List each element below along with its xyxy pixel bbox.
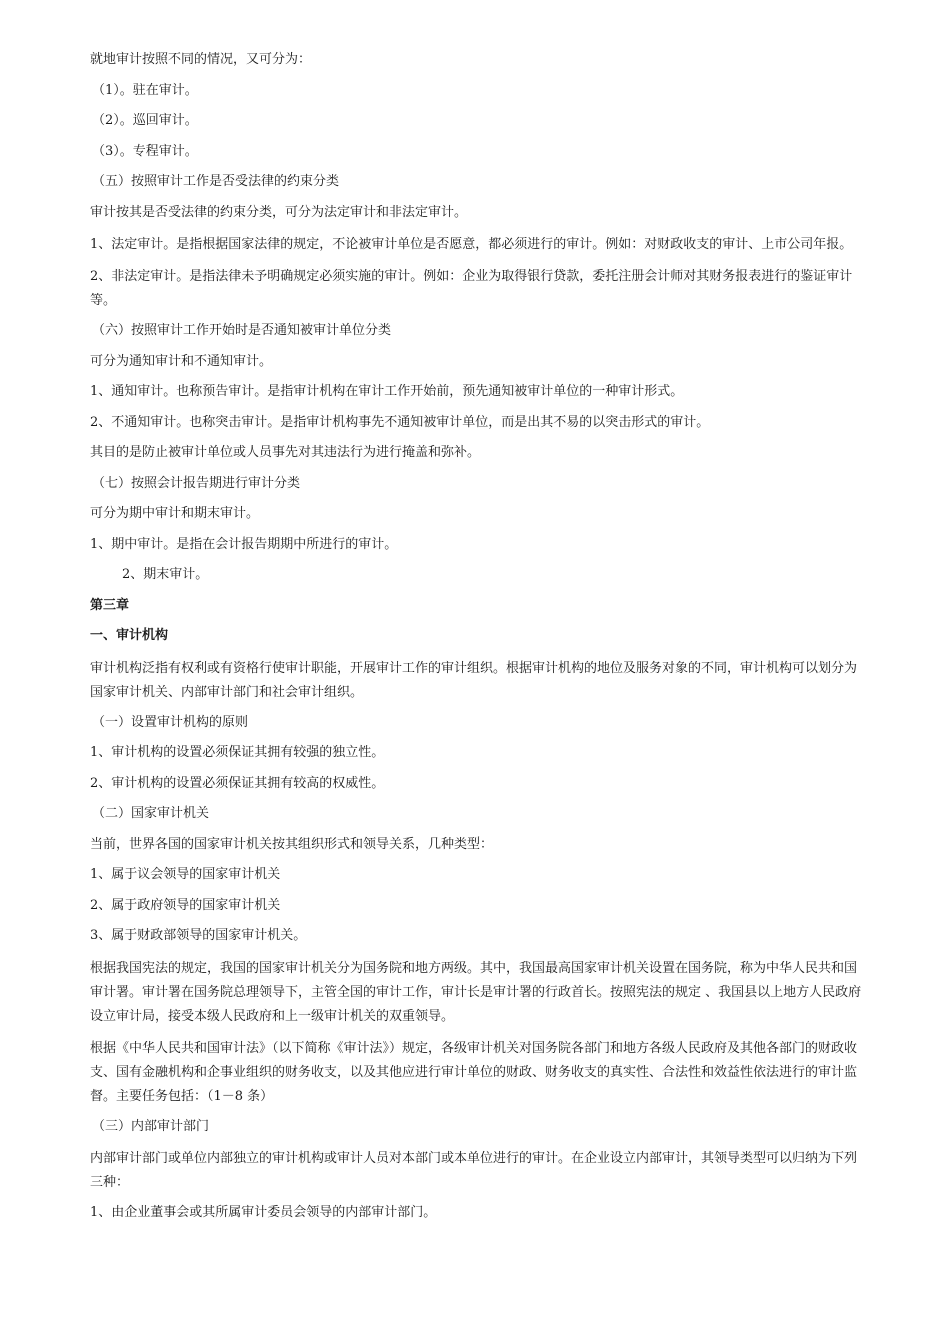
paragraph: 2、不通知审计。也称突击审计。是指审计机构事先不通知被审计单位，而是出其不易的以突击形式的审计。 [90, 414, 710, 430]
paragraph: 1、通知审计。也称预告审计。是指审计机构在审计工作开始前，预先通知被审计单位的一种审计形式。 [90, 384, 684, 399]
paragraph: （3）。专程审计。 [92, 143, 198, 159]
paragraph: 1、由企业董事会或其所属审计委员会领导的内部审计部门。 [90, 1205, 437, 1220]
paragraph: 1、审计机构的设置必须保证其拥有较强的独立性。 [90, 745, 385, 760]
paragraph: 就地审计按照不同的情况，又可分为： [90, 52, 312, 67]
paragraph: 根据《中华人民共和国审计法》（以下简称《审计法》）规定，各级审计机关对国务院各部门和地方各级人民政府及其他各部门的财政收支、国有金融机构和企事业组织的财务收支，以及其他应进行审计单位的财政、财务收支的真实性、合法性和效益性依法进行的审计监督。主要任务包括：（1－8 条） [90, 1040, 858, 1104]
paragraph: （2）。巡回审计。 [92, 113, 198, 128]
paragraph: 可分为通知审计和不通知审计。 [90, 353, 273, 369]
paragraph: （七）按照会计报告期进行审计分类 [92, 475, 301, 491]
paragraph: 审计机构泛指有权利或有资格行使审计职能，开展审计工作的审计组织。根据审计机构的地位及服务对象的不同，审计机构可以划分为国家审计机关、内部审计部门和社会审计组织。 [90, 660, 858, 700]
paragraph: 3、属于财政部领导的国家审计机关。 [90, 928, 307, 943]
section-heading: 一、审计机构 [90, 628, 169, 643]
paragraph: （一）设置审计机构的原则 [92, 714, 249, 730]
paragraph: 内部审计部门或单位内部独立的审计机构或审计人员对本部门或本单位进行的审计。在企业设立内部审计，其领导类型可以归纳为下列三种： [90, 1151, 858, 1190]
paragraph: （二）国家审计机关 [92, 806, 210, 821]
paragraph: 1、法定审计。是指根据国家法律的规定，不论被审计单位是否愿意，都必须进行的审计。例如：对财政收支的审计、上市公司年报。 [90, 237, 853, 252]
paragraph: 审计按其是否受法律的约束分类，可分为法定审计和非法定审计。 [90, 204, 468, 220]
paragraph: 根据我国宪法的规定，我国的国家审计机关分为国务院和地方两级。其中，我国最高国家审计机关设置在国务院，称为中华人民共和国审计署。审计署在国务院总理领导下，主管全国的审计工作，审计长是审计署的行政首长。按照宪法的规定 、我国县以上地方人民政府设立审计局，接受本级人民政府和上一级审计机关的双重领导。 [90, 960, 862, 1024]
paragraph: （三）内部审计部门 [92, 1118, 210, 1134]
paragraph: （六）按照审计工作开始时是否通知被审计单位分类 [92, 323, 392, 338]
document-body [90, 50, 866, 1222]
paragraph: （五）按照审计工作是否受法律的约束分类 [92, 174, 340, 189]
paragraph: 当前，世界各国的国家审计机关按其组织形式和领导关系，几种类型： [90, 836, 494, 852]
paragraph: 2、审计机构的设置必须保证其拥有较高的权威性。 [90, 775, 385, 791]
paragraph: 1、期中审计。是指在会计报告期期中所进行的审计。 [90, 536, 398, 552]
paragraph: 其目的是防止被审计单位或人员事先对其违法行为进行掩盖和弥补。 [90, 445, 481, 460]
paragraph: 2、属于政府领导的国家审计机关 [90, 897, 281, 913]
paragraph: （1）。驻在审计。 [92, 82, 198, 98]
paragraph: 2、非法定审计。是指法律未予明确规定必须实施的审计。例如：企业为取得银行贷款，委托注册会计师对其财务报表进行的鉴证审计等。 [90, 269, 853, 308]
paragraph: 2、期末审计。 [122, 567, 209, 582]
section-heading: 第三章 [90, 597, 130, 613]
paragraph: 可分为期中审计和期末审计。 [90, 506, 260, 521]
paragraph: 1、属于议会领导的国家审计机关 [90, 867, 281, 882]
